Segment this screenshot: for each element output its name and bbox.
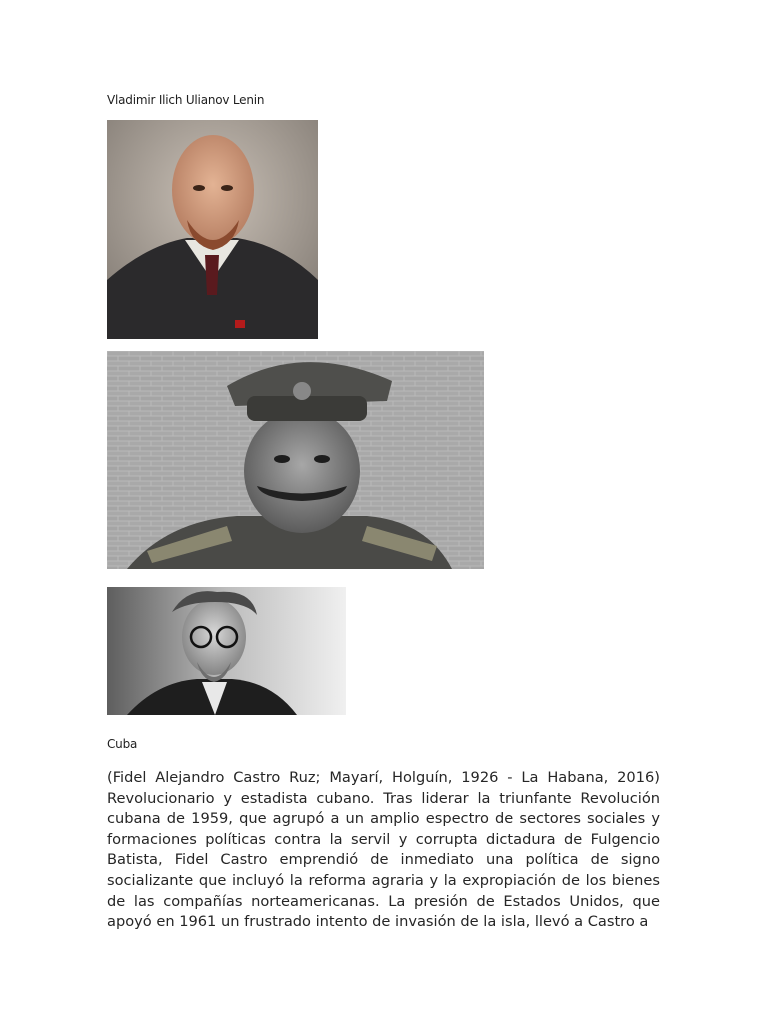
portrait-photo-stalin	[107, 351, 484, 569]
lenin-caption: Vladimir Ilich Ulianov Lenin	[107, 93, 265, 107]
portrait-photo-lenin	[107, 120, 318, 339]
section-title-cuba: Cuba	[107, 737, 138, 751]
castro-biography-paragraph: (Fidel Alejandro Castro Ruz; Mayarí, Holguín, 1926 - La Habana, 2016) Revolucionario y estadista cubano. Tras liderar la triunfante Revolución cubana de 1959, que agrupó a un amplio espectro de sectores sociales y formaciones políticas contra la servil y corrupta dictadura de Fulgencio Batista, Fidel Castro emprendió de inmediato una política de signo socializante que incluyó la reforma agraria y la expropiación de los bienes de las compañías norteamericanas. La presión de Estados Unidos, que apoyó en 1961 un frustrado intento de invasión de la isla, llevó a Castro a	[107, 769, 660, 931]
portrait-photo-trotsky	[107, 587, 346, 715]
